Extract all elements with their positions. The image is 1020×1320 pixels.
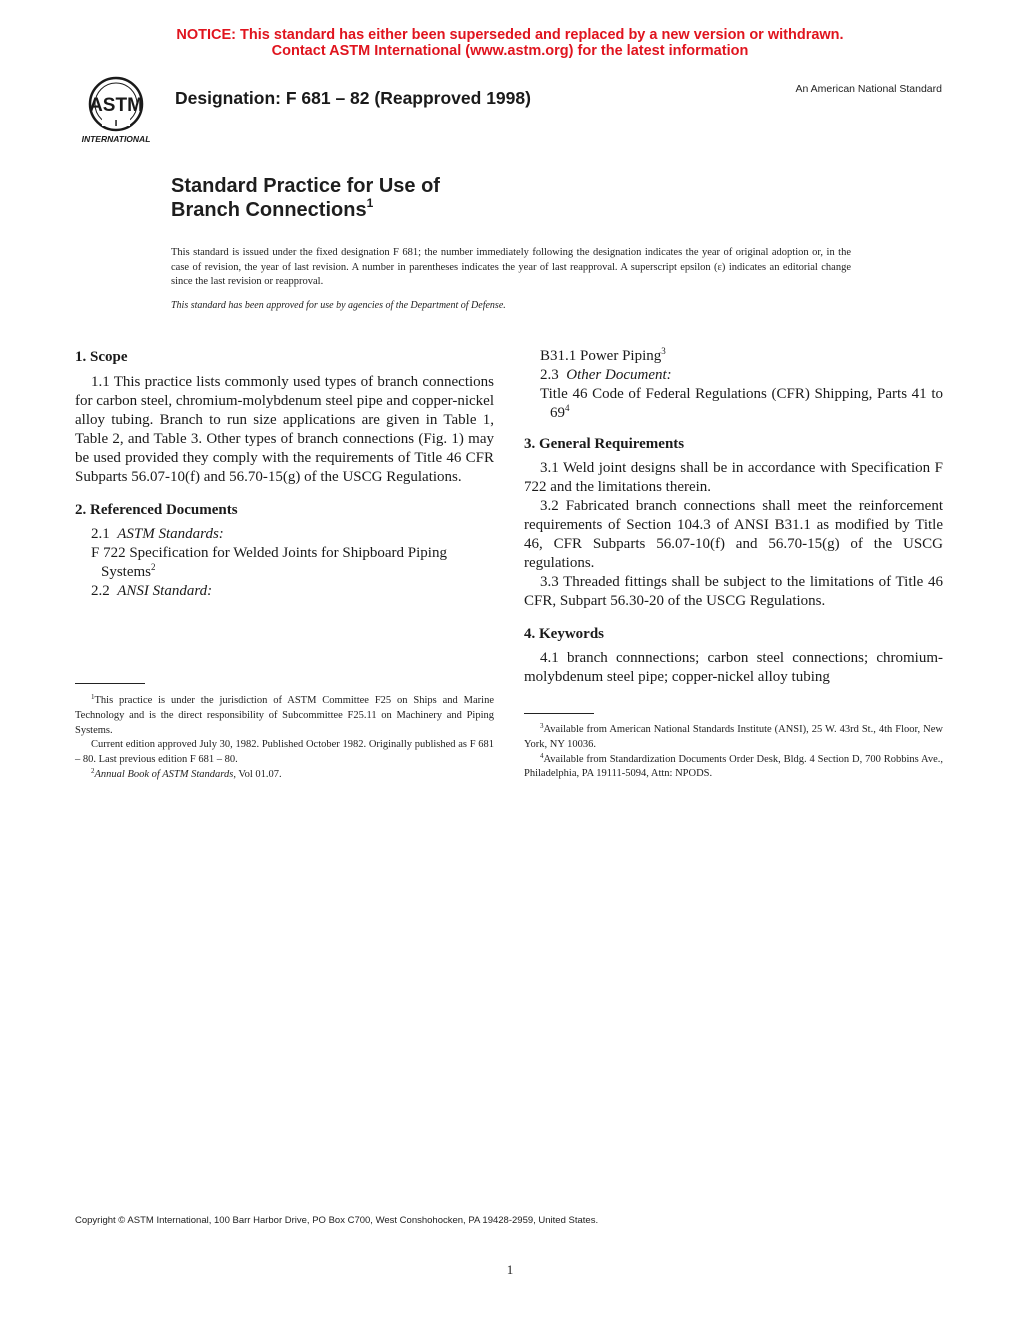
section-2-1: 2.1 ASTM Standards: (91, 526, 224, 542)
section-2-2: 2.2 ANSI Standard: (91, 583, 213, 599)
footnote-divider-left (75, 683, 145, 684)
ref-title-46: Title 46 Code of Federal Regulations (CFR) Shipping, Parts 41 to $69^4$ (540, 386, 943, 421)
footnote-divider-right (524, 713, 594, 714)
astm-logo (72, 74, 162, 146)
section-3-3: 3.3 Threaded fittings shall be subject to the limitations of Title 46 CFR, Subpart 56.30-20 of the USCG Regulations. (524, 574, 943, 609)
left-column (75, 348, 494, 601)
dod-approval-note: This standard has been approved for use by agencies of the Department of Defense. (171, 300, 506, 311)
logo-text: ASTM (89, 95, 143, 116)
ref-b311: B31.1 Power Piping$^3$ (540, 346, 666, 364)
footnote-1: $^1$This practice is under the jurisdiction of ASTM Committee F25 on Ships and Marine Technology and is the direct responsibility of Subcommittee F25.11 on Machinery and Piping Systems. (75, 693, 494, 736)
section-4-1: 4.1 branch connnections; carbon steel connections; chromium-molybdenum steel pipe; copper-nickel alloy tubing (524, 650, 943, 685)
notice-line-1: NOTICE: This standard has either been superseded and replaced by a new version or withdrawn. (176, 27, 844, 43)
title-line-1: Standard Practice for Use of (171, 175, 440, 197)
section-3-1: 3.1 Weld joint designs shall be in accordance with Specification F 722 and the limitations therein. (524, 460, 943, 495)
section-2-heading: 2. Referenced Documents (75, 502, 238, 518)
section-1-heading: 1. Scope (75, 349, 128, 365)
right-column (524, 347, 943, 687)
footnotes-left (75, 694, 494, 783)
title-line-2: Branch Connections (171, 199, 367, 221)
copyright-line: Copyright © ASTM International, 100 Barr Harbor Drive, PO Box C700, West Conshohocken, PA 19428-2959, United States. (75, 1215, 599, 1226)
section-2-3: 2.3 Other Document: (540, 367, 672, 383)
designation: Designation: F 681 – 82 (Reapproved 1998) (175, 88, 531, 108)
footnotes-right (524, 723, 943, 782)
title-footnote-mark: 1 (366, 196, 374, 210)
svg-text:ı: ı (114, 117, 118, 129)
logo-subtext: INTERNATIONAL (81, 134, 151, 144)
national-standard-label: An American National Standard (795, 83, 942, 95)
footnote-4: $^4$Available from Standardization Documents Order Desk, Bldg. 4 Section D, 700 Robbins Ave., Philadelphia, PA 19111-5094, Attn: NPODS. (524, 751, 943, 780)
ref-f722: F 722 Specification for Welded Joints for Shipboard Piping Systems$^2$ (91, 545, 447, 580)
section-3-2: 3.2 Fabricated branch connections shall meet the reinforcement requirements of Section 104.3 of ANSI B31.1 as modified by Title 46, CFR Subparts 56.07-10(f) and 56.70-15(g) of the USCG regulations. (524, 498, 943, 571)
section-4-heading: 4. Keywords (524, 626, 604, 642)
page-number: 1 (506, 1262, 514, 1277)
page-title (171, 174, 440, 222)
footnote-3: $^3$Available from American National Standards Institute (ANSI), 25 W. 43rd St., 4th Floor, New York, NY 10036. (524, 722, 943, 750)
footnote-1-edition: Current edition approved July 30, 1982. Published October 1982. Originally published as F 681 – 80. Last previous edition F 681 – 80. (75, 739, 494, 766)
section-1-1: 1.1 This practice lists commonly used types of branch connections for carbon steel, chromium-molybdenum steel pipe and copper-nickel alloy tubing. Branch to run size applications are given in Table 1, Table 2, and Table 3. Other types of branch connections (Fig. 1) may be used provided they comply with the requirements of Title 46 CFR Subparts 56.07-10(f) and 56.70-15(g) of the USCG Regulations. (75, 374, 494, 485)
intro-paragraph: This standard is issued under the fixed designation F 681; the number immediately following the designation indicates the year of original adoption or, in the case of revision, the year of last revision. A number in parentheses indicates the year of last reapproval. A superscript epsilon (ε) indicates an editorial change since the last revision or reapproval. (171, 247, 851, 287)
notice-line-2: Contact ASTM International (www.astm.org) for the latest information (271, 43, 749, 59)
footnote-2: $^2$Annual Book of ASTM Standards, Vol 01.07. (91, 766, 282, 780)
section-3-heading: 3. General Requirements (524, 436, 685, 452)
